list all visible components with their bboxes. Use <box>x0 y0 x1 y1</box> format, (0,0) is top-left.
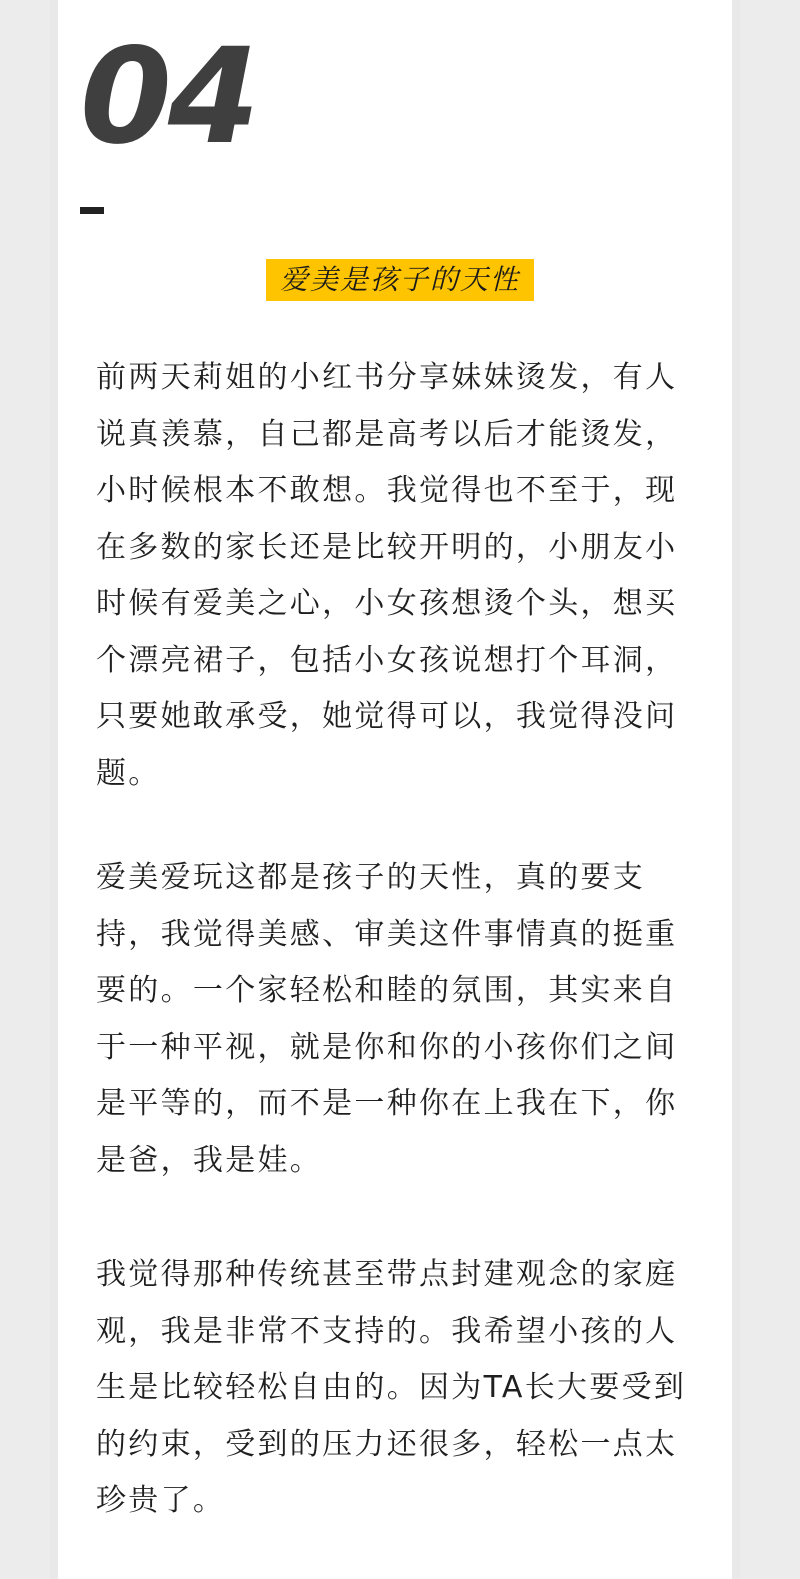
section-heading: 爱美是孩子的天性 <box>266 259 534 301</box>
paragraph-1: 前两天莉姐的小红书分享妹妹烫发，有人说真羡慕，自己都是高考以后才能烫发，小时候根本不敢想。我觉得也不至于，现在多数的家长还是比较开明的，小朋友小时候有爱美之心，小女孩想烫个头，想买个漂亮裙子，包括小女孩说想打个耳洞，只要她敢承受，她觉得可以，我觉得没问题。 <box>96 360 678 791</box>
section-number: 04 <box>80 20 256 174</box>
paragraph-2: 爱美爱玩这都是孩子的天性，真的要支持，我觉得美感、审美这件事情真的挺重要的。一个家轻松和睦的氛围，其实来自于一种平视，就是你和你的小孩你们之间是平等的，而不是一种你在上我在下，你是爸，我是娃。 <box>96 860 678 1178</box>
section-heading-wrapper <box>0 259 800 301</box>
section-divider-dash <box>80 207 104 214</box>
paragraph-3: 我觉得那种传统甚至带点封建观念的家庭观，我是非常不支持的。我希望小孩的人生是比较轻松自由的。因为TA长大要受到的约束，受到的压力还很多，轻松一点太珍贵了。 <box>96 1257 687 1518</box>
